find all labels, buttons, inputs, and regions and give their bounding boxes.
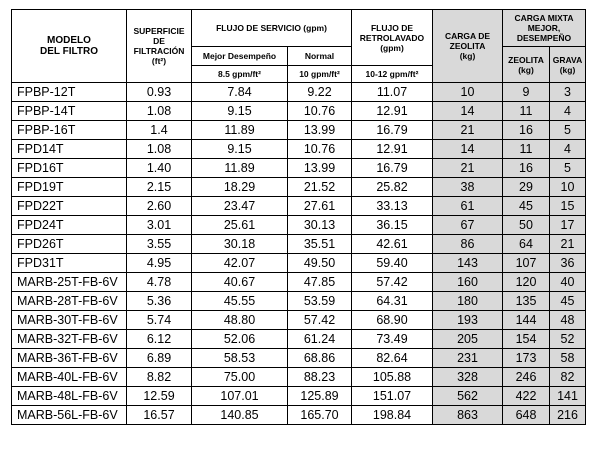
- cell-superficie: 8.82: [127, 368, 192, 387]
- cell-superficie: 1.4: [127, 121, 192, 140]
- table-row: [12, 292, 586, 311]
- table-row: [12, 406, 586, 425]
- cell-flujo-normal: 125.89: [288, 387, 352, 406]
- cell-mixta-grava: 4: [550, 102, 586, 121]
- cell-modelo: MARB-30T-FB-6V: [12, 311, 127, 330]
- cell-mixta-zeolita: 173: [503, 349, 550, 368]
- cell-mixta-grava: 48: [550, 311, 586, 330]
- cell-retrolavado: 16.79: [352, 121, 433, 140]
- cell-flujo-mejor: 40.67: [192, 273, 288, 292]
- cell-superficie: 12.59: [127, 387, 192, 406]
- cell-flujo-mejor: 7.84: [192, 83, 288, 102]
- cell-mixta-grava: 5: [550, 159, 586, 178]
- cell-mixta-zeolita: 50: [503, 216, 550, 235]
- cell-modelo: FPBP-16T: [12, 121, 127, 140]
- cell-superficie: 6.89: [127, 349, 192, 368]
- cell-mixta-zeolita: 154: [503, 330, 550, 349]
- cell-modelo: MARB-25T-FB-6V: [12, 273, 127, 292]
- cell-carga-zeolita: 14: [433, 102, 503, 121]
- cell-retrolavado: 59.40: [352, 254, 433, 273]
- header-mejor-desempeno-rate: 8.5 gpm/ft²: [192, 66, 288, 83]
- cell-retrolavado: 68.90: [352, 311, 433, 330]
- cell-carga-zeolita: 863: [433, 406, 503, 425]
- cell-carga-zeolita: 143: [433, 254, 503, 273]
- cell-mixta-grava: 36: [550, 254, 586, 273]
- cell-modelo: MARB-32T-FB-6V: [12, 330, 127, 349]
- cell-mixta-grava: 52: [550, 330, 586, 349]
- cell-modelo: FPBP-12T: [12, 83, 127, 102]
- table-row: [12, 273, 586, 292]
- cell-carga-zeolita: 14: [433, 140, 503, 159]
- cell-mixta-zeolita: 144: [503, 311, 550, 330]
- cell-mixta-zeolita: 11: [503, 140, 550, 159]
- cell-superficie: 3.01: [127, 216, 192, 235]
- cell-retrolavado: 105.88: [352, 368, 433, 387]
- cell-flujo-normal: 10.76: [288, 102, 352, 121]
- cell-mixta-grava: 15: [550, 197, 586, 216]
- cell-flujo-normal: 49.50: [288, 254, 352, 273]
- cell-carga-zeolita: 10: [433, 83, 503, 102]
- table-row: [12, 140, 586, 159]
- cell-flujo-normal: 13.99: [288, 159, 352, 178]
- cell-flujo-mejor: 9.15: [192, 102, 288, 121]
- cell-modelo: FPD19T: [12, 178, 127, 197]
- cell-superficie: 2.60: [127, 197, 192, 216]
- header-zeolita-unit: (kg): [518, 64, 534, 75]
- cell-flujo-normal: 57.42: [288, 311, 352, 330]
- cell-flujo-mejor: 42.07: [192, 254, 288, 273]
- cell-mixta-zeolita: 9: [503, 83, 550, 102]
- cell-mixta-zeolita: 16: [503, 121, 550, 140]
- table-row: [12, 330, 586, 349]
- cell-carga-zeolita: 21: [433, 159, 503, 178]
- cell-flujo-mejor: 23.47: [192, 197, 288, 216]
- cell-mixta-grava: 141: [550, 387, 586, 406]
- cell-flujo-normal: 61.24: [288, 330, 352, 349]
- cell-retrolavado: 16.79: [352, 159, 433, 178]
- cell-mixta-zeolita: 16: [503, 159, 550, 178]
- header-grava-label: GRAVA: [552, 54, 583, 65]
- cell-flujo-normal: 27.61: [288, 197, 352, 216]
- header-mejor-desempeno: Mejor Desempeño: [192, 47, 288, 66]
- cell-mixta-grava: 216: [550, 406, 586, 425]
- cell-flujo-mejor: 48.80: [192, 311, 288, 330]
- cell-mixta-grava: 4: [550, 140, 586, 159]
- cell-flujo-mejor: 45.55: [192, 292, 288, 311]
- cell-mixta-zeolita: 11: [503, 102, 550, 121]
- cell-superficie: 1.40: [127, 159, 192, 178]
- cell-retrolavado: 42.61: [352, 235, 433, 254]
- cell-mixta-zeolita: 107: [503, 254, 550, 273]
- cell-flujo-mejor: 58.53: [192, 349, 288, 368]
- cell-retrolavado: 33.13: [352, 197, 433, 216]
- header-superficie: [127, 10, 192, 83]
- cell-retrolavado: 73.49: [352, 330, 433, 349]
- cell-flujo-normal: 88.23: [288, 368, 352, 387]
- table-row: [12, 197, 586, 216]
- cell-flujo-normal: 35.51: [288, 235, 352, 254]
- cell-mixta-zeolita: 45: [503, 197, 550, 216]
- cell-flujo-normal: 13.99: [288, 121, 352, 140]
- cell-superficie: 6.12: [127, 330, 192, 349]
- cell-superficie: 4.78: [127, 273, 192, 292]
- cell-carga-zeolita: 86: [433, 235, 503, 254]
- cell-modelo: FPD14T: [12, 140, 127, 159]
- cell-modelo: FPD24T: [12, 216, 127, 235]
- cell-flujo-normal: 30.13: [288, 216, 352, 235]
- table-row: [12, 159, 586, 178]
- cell-flujo-mejor: 25.61: [192, 216, 288, 235]
- cell-modelo: FPBP-14T: [12, 102, 127, 121]
- cell-modelo: FPD22T: [12, 197, 127, 216]
- table-row: [12, 102, 586, 121]
- cell-modelo: MARB-40L-FB-6V: [12, 368, 127, 387]
- cell-superficie: 2.15: [127, 178, 192, 197]
- cell-flujo-normal: 53.59: [288, 292, 352, 311]
- cell-mixta-grava: 17: [550, 216, 586, 235]
- header-normal: Normal: [288, 47, 352, 66]
- cell-flujo-mejor: 107.01: [192, 387, 288, 406]
- cell-flujo-mejor: 11.89: [192, 159, 288, 178]
- cell-flujo-mejor: 9.15: [192, 140, 288, 159]
- cell-modelo: FPD31T: [12, 254, 127, 273]
- header-zeolita: [503, 47, 550, 83]
- cell-carga-zeolita: 205: [433, 330, 503, 349]
- cell-flujo-mejor: 11.89: [192, 121, 288, 140]
- table-row: [12, 178, 586, 197]
- header-grava: [550, 47, 586, 83]
- cell-carga-zeolita: 328: [433, 368, 503, 387]
- cell-modelo: FPD26T: [12, 235, 127, 254]
- cell-superficie: 1.08: [127, 140, 192, 159]
- table-row: [12, 349, 586, 368]
- cell-modelo: MARB-56L-FB-6V: [12, 406, 127, 425]
- cell-modelo: MARB-28T-FB-6V: [12, 292, 127, 311]
- cell-flujo-normal: 47.85: [288, 273, 352, 292]
- header-carga-zeolita: [433, 10, 503, 83]
- cell-retrolavado: 151.07: [352, 387, 433, 406]
- cell-modelo: FPD16T: [12, 159, 127, 178]
- cell-mixta-grava: 21: [550, 235, 586, 254]
- header-retrolavado-rate: 10-12 gpm/ft²: [352, 66, 433, 83]
- header-zeolita-label: ZEOLITA: [508, 54, 544, 65]
- cell-retrolavado: 12.91: [352, 140, 433, 159]
- table-row: [12, 311, 586, 330]
- cell-flujo-mejor: 18.29: [192, 178, 288, 197]
- table-row: [12, 216, 586, 235]
- cell-retrolavado: 25.82: [352, 178, 433, 197]
- cell-mixta-zeolita: 246: [503, 368, 550, 387]
- cell-mixta-grava: 3: [550, 83, 586, 102]
- table-row: [12, 368, 586, 387]
- cell-modelo: MARB-36T-FB-6V: [12, 349, 127, 368]
- cell-superficie: 5.36: [127, 292, 192, 311]
- table-row: [12, 121, 586, 140]
- cell-carga-zeolita: 38: [433, 178, 503, 197]
- header-superficie-unit: (ft²): [151, 56, 167, 66]
- cell-mixta-zeolita: 422: [503, 387, 550, 406]
- header-carga-zeolita-unit: (kg): [459, 51, 476, 61]
- cell-mixta-grava: 58: [550, 349, 586, 368]
- table-row: [12, 254, 586, 273]
- cell-flujo-mejor: 75.00: [192, 368, 288, 387]
- cell-flujo-normal: 165.70: [288, 406, 352, 425]
- cell-carga-zeolita: 61: [433, 197, 503, 216]
- cell-retrolavado: 64.31: [352, 292, 433, 311]
- cell-mixta-zeolita: 29: [503, 178, 550, 197]
- cell-retrolavado: 11.07: [352, 83, 433, 102]
- cell-mixta-grava: 82: [550, 368, 586, 387]
- header-grava-unit: (kg): [559, 64, 576, 75]
- table-row: [12, 387, 586, 406]
- cell-flujo-mejor: 30.18: [192, 235, 288, 254]
- header-carga-zeolita-label: CARGA DE ZEOLITA: [444, 31, 491, 51]
- cell-retrolavado: 82.64: [352, 349, 433, 368]
- cell-mixta-zeolita: 648: [503, 406, 550, 425]
- cell-retrolavado: 57.42: [352, 273, 433, 292]
- cell-flujo-normal: 10.76: [288, 140, 352, 159]
- cell-modelo: MARB-48L-FB-6V: [12, 387, 127, 406]
- header-flujo-servicio: FLUJO DE SERVICIO (gpm): [192, 10, 352, 47]
- filter-specs-table: [11, 9, 586, 425]
- table-row: [12, 235, 586, 254]
- cell-flujo-mejor: 52.06: [192, 330, 288, 349]
- cell-superficie: 3.55: [127, 235, 192, 254]
- cell-retrolavado: 198.84: [352, 406, 433, 425]
- cell-retrolavado: 12.91: [352, 102, 433, 121]
- cell-superficie: 0.93: [127, 83, 192, 102]
- header-superficie-label: SUPERFICIE DE FILTRACIÓN: [133, 26, 185, 56]
- header-modelo: MODELO DEL FILTRO: [12, 10, 127, 83]
- cell-carga-zeolita: 180: [433, 292, 503, 311]
- cell-flujo-mejor: 140.85: [192, 406, 288, 425]
- cell-mixta-zeolita: 135: [503, 292, 550, 311]
- cell-mixta-grava: 5: [550, 121, 586, 140]
- header-normal-rate: 10 gpm/ft²: [288, 66, 352, 83]
- cell-flujo-normal: 68.86: [288, 349, 352, 368]
- cell-flujo-normal: 9.22: [288, 83, 352, 102]
- cell-carga-zeolita: 160: [433, 273, 503, 292]
- cell-retrolavado: 36.15: [352, 216, 433, 235]
- cell-superficie: 4.95: [127, 254, 192, 273]
- cell-superficie: 5.74: [127, 311, 192, 330]
- header-carga-mixta: CARGA MIXTA MEJOR, DESEMPEÑO: [503, 10, 586, 47]
- cell-carga-zeolita: 231: [433, 349, 503, 368]
- cell-mixta-grava: 45: [550, 292, 586, 311]
- cell-superficie: 16.57: [127, 406, 192, 425]
- table-row: [12, 83, 586, 102]
- cell-mixta-zeolita: 64: [503, 235, 550, 254]
- cell-mixta-grava: 40: [550, 273, 586, 292]
- cell-carga-zeolita: 562: [433, 387, 503, 406]
- cell-flujo-normal: 21.52: [288, 178, 352, 197]
- cell-carga-zeolita: 21: [433, 121, 503, 140]
- cell-mixta-grava: 10: [550, 178, 586, 197]
- cell-carga-zeolita: 193: [433, 311, 503, 330]
- cell-carga-zeolita: 67: [433, 216, 503, 235]
- cell-superficie: 1.08: [127, 102, 192, 121]
- header-flujo-retrolavado: FLUJO DE RETROLAVADO (gpm): [352, 10, 433, 66]
- cell-mixta-zeolita: 120: [503, 273, 550, 292]
